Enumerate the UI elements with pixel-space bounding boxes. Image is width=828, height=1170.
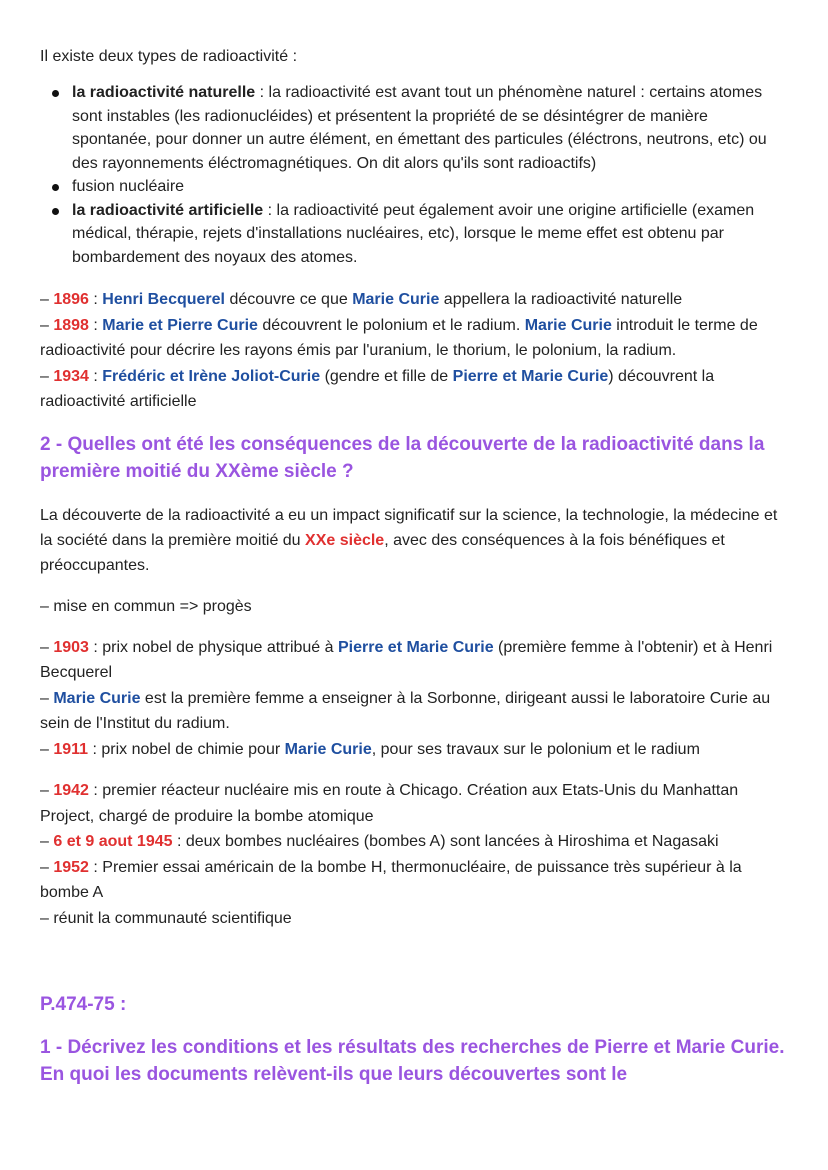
war-block	[40, 778, 788, 931]
definition-natural: : la radioactivité est avant tout un phénomène naturel : certains atomes sont instables (les radionucléides) et présentent la propriété de se désintégrer de manière spontanée, pour donner un autre élément, en émettant des particules (éléctrons, neutrons, etc) ou des rayonnements éléctromagnétiques. On dit alors qu'ils sont radioactifs)	[72, 84, 767, 172]
list-item-natural	[72, 81, 788, 175]
war-1942: – 1942 : premier réacteur nucléaire mis en route à Chicago. Création aux Etats-Unis du Manhattan Project, chargé de produire la bombe atomique	[40, 782, 739, 825]
term-artificial: la radioactivité artificielle	[72, 201, 264, 219]
question-1-heading: 1 - Décrivez les conditions et les résultats des recherches de Pierre et Marie Curie. En quoi les documents relèvent-ils que leurs découvertes sont le	[40, 1037, 785, 1085]
war-1945: – 6 et 9 aout 1945 : deux bombes nucléaires (bombes A) sont lancées à Hiroshima et Nagasaki	[40, 833, 719, 850]
reunit-line: – réunit la communauté scientifique	[40, 909, 292, 927]
term-natural: la radioactivité naturelle	[72, 84, 256, 101]
fusion-text: fusion nucléaire	[72, 178, 185, 195]
history-1934: – 1934 : Frédéric et Irène Joliot-Curie (gendre et fille de Pierre et Marie Curie) découvrent la radioactivité artificielle	[40, 367, 715, 410]
list-item-artificial	[72, 199, 788, 270]
question-2-heading: 2 - Quelles ont été les conséquences de la découverte de la radioactivité dans la première moitié du XXème siècle ?	[40, 433, 765, 482]
intro-text: Il existe deux types de radioactivité :	[40, 48, 298, 65]
definition-artificial: : la radioactivité peut également avoir une origine artificielle (examen médical, thérapie, rejets d'installations nucléaires, etc), lorsque le meme effet est obtenu par bombardement des noyaux des atomes.	[72, 201, 755, 266]
nobel-1903: – 1903 : prix nobel de physique attribué à Pierre et Marie Curie (première femme à l'obtenir) et à Henri Becquerel	[40, 638, 773, 681]
list-item-fusion	[72, 175, 788, 199]
sorbonne-line: – Marie Curie est la première femme a enseigner à la Sorbonne, dirigeant aussi le laboratoire Curie au sein de l'Institut du radium.	[40, 689, 771, 732]
question-2-paragraph: La découverte de la radioactivité a eu un impact significatif sur la science, la technologie, la médecine et la société dans la première moitié du XXe siècle, avec des conséquences à la fois bénéfiques et préoccupantes.	[40, 506, 778, 574]
nobel-block	[40, 635, 788, 763]
history-1896: – 1896 : Henri Becquerel découvre ce que Marie Curie appellera la radioactivité naturelle	[40, 291, 683, 308]
radioactivity-types-list	[40, 81, 788, 269]
war-1952: – 1952 : Premier essai américain de la bombe H, thermonucléaire, de puissance très supérieur à la bombe A	[40, 858, 742, 901]
page-reference-heading: P.474-75 :	[40, 994, 127, 1015]
history-block	[40, 287, 788, 415]
nobel-1911: – 1911 : prix nobel de chimie pour Marie Curie, pour ses travaux sur le polonium et le radium	[40, 740, 700, 758]
history-1898: – 1898 : Marie et Pierre Curie découvrent le polonium et le radium. Marie Curie introduit le terme de radioactivité pour décrire les rayons émis par l'uranium, le thorium, le polonium, la radium.	[40, 316, 758, 359]
mise-en-commun: – mise en commun => progès	[40, 597, 252, 615]
